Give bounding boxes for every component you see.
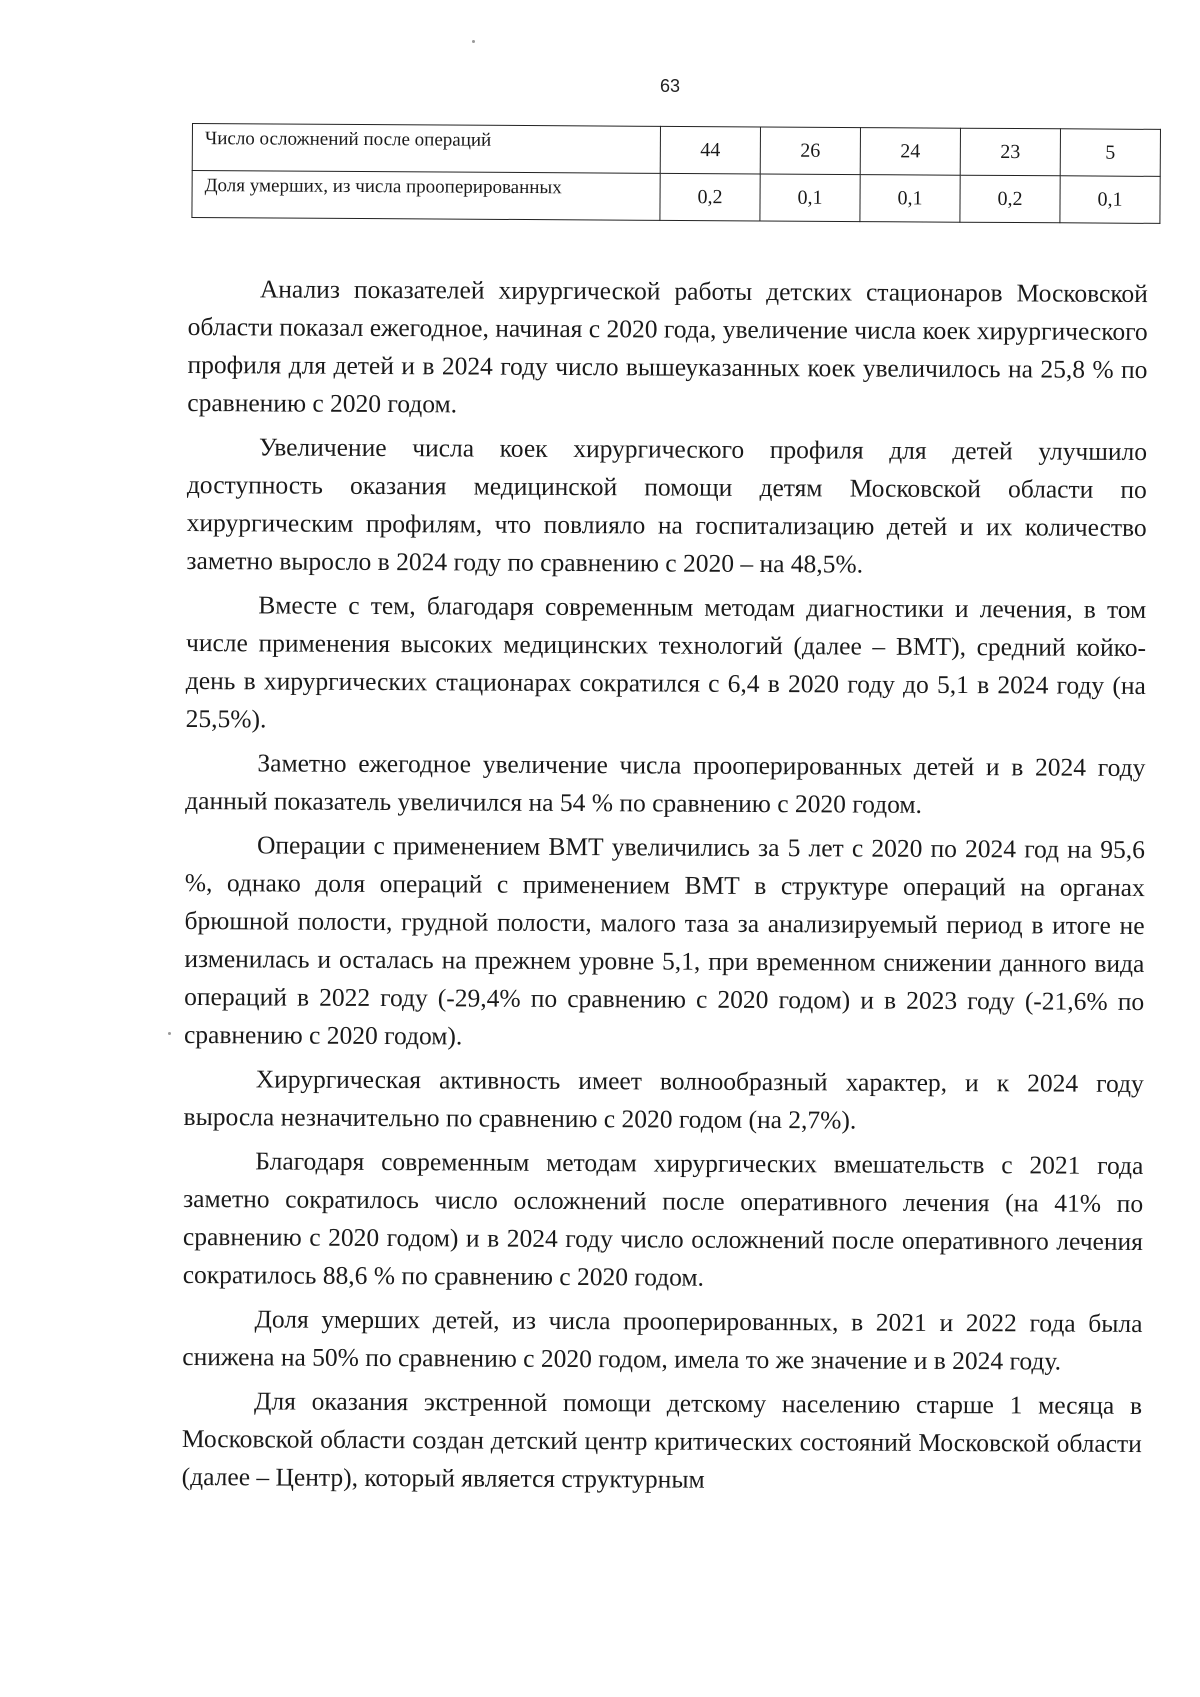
table-cell: 0,2 <box>660 173 760 221</box>
scan-speck <box>168 1032 171 1035</box>
table-row <box>192 171 1160 224</box>
paragraph: Заметно ежегодное увеличение числа прооперированных детей и в 2024 году данный показатель увеличился на 54 % по сравнению с 2020 годом. <box>185 748 1146 819</box>
paragraph: Для оказания экстренной помощи детскому населению старше 1 месяца в Московской области создан детский центр критических состояний Московской области (далее – Центр), который является структурным <box>181 1386 1143 1494</box>
table-cell: 44 <box>660 126 760 174</box>
table-row <box>192 124 1160 177</box>
scan-speck <box>472 40 475 43</box>
table-cell: 0,1 <box>1060 176 1160 224</box>
statistics-table-container <box>192 123 1161 218</box>
table-cell: 24 <box>860 128 960 176</box>
table-cell: 26 <box>760 127 860 175</box>
statistics-table <box>191 123 1161 224</box>
paragraph: Доля умерших детей, из числа прооперированных, в 2021 и 2022 года была снижена на 50% по сравнению с 2020 годом, имела то же значение и в 2024 году. <box>182 1304 1143 1376</box>
table-cell: 23 <box>960 128 1060 176</box>
document-body <box>182 270 1148 1507</box>
paragraph: Благодаря современным методам хирургических вмешательств с 2021 года заметно сократилось число осложнений после оперативного лечения (на 41% по сравнению с 2020 годом) и в 2024 году число осложнений после оперативного лечения сократилось 88,6 % по сравнению с 2020 годом. <box>182 1146 1144 1292</box>
table-cell: 0,2 <box>960 175 1060 223</box>
table-row-label: Доля умерших, из числа прооперированных <box>192 171 660 221</box>
table-cell: 0,1 <box>760 174 860 222</box>
table-row-label: Число осложнений после операций <box>192 124 660 174</box>
table-cell: 5 <box>1060 129 1160 177</box>
paragraph: Операции с применением ВМТ увеличились за 5 лет с 2020 по 2024 год на 95,6 %, однако доля операций с применением ВМТ в структуре операций на органах брюшной полости, грудной полости, малого таза за анализируемый период в итоге не изменилась и осталась на прежнем уровне 5,1, при временном снижении данного вида операций в 2022 году (-29,4% по сравнению с 2020 годом) и в 2023 году (-21,6% по сравнению с 2020 годом). <box>183 830 1146 1051</box>
paragraph: Хирургическая активность имеет волнообразный характер, и к 2024 году выросла незначительно по сравнению с 2020 годом (на 2,7%). <box>183 1064 1144 1135</box>
table-cell: 0,1 <box>860 175 960 223</box>
paragraph: Увеличение числа коек хирургического профиля для детей улучшило доступность оказания медицинской помощи детям Московской области по хирургическим профилям, что повлияло на госпитализацию детей и их количество заметно выросло в 2024 году по сравнению с 2020 – на 48,5%. <box>186 432 1148 579</box>
paragraph: Анализ показателей хирургической работы детских стационаров Московской области показал ежегодное, начиная с 2020 года, увеличение числа коек хирургического профиля для детей и в 2024 году число вышеуказанных коек увеличилось на 25,8 % по сравнению с 2020 годом. <box>187 274 1148 419</box>
paragraph: Вместе с тем, благодаря современным методам диагностики и лечения, в том числе применения высоких медицинских технологий (далее – ВМТ), средний койко-день в хирургических стационарах сократился с 6,4 в 2020 году до 5,1 в 2024 году (на 25,5%). <box>185 590 1147 734</box>
page-number: 63 <box>659 76 681 96</box>
